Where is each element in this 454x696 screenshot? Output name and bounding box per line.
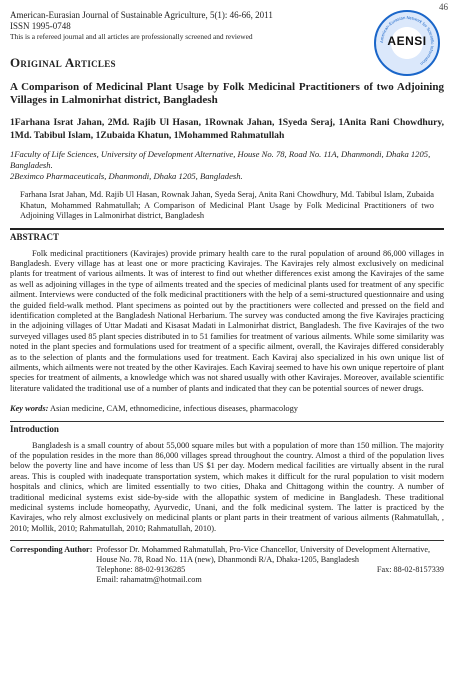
citation-block: Farhana Israt Jahan, Md. Rajib Ul Hasan, Rownak Jahan, Syeda Seraj, Anita Rani Chowdhury, Md. Tabibul Islam, Zubaida Khatun, Mohammed Rahmatullah; A Comparison of Medicinal Plant Usage by Folk Medicinal Practitioners of two Adjoining Villages in Lalmonirhat district, Bangladesh (20, 190, 434, 220)
fax: Fax: 88-02-8157339 (376, 565, 444, 575)
abstract-text: Folk medicinal practitioners (Kavirajes) provide primary health care to the rural population of around 86,000 villages in Bangladesh. Every village has at least one or more practicing Kavirajes. The Kavirajes rely almost exclusively on medicinal plants for treatment of various ailments. It was of interest to find out whether differences exist among the Kavirajes of the same as well as adjoining villages in the type of ailments treated and the species of medicinal plants used for treatment of any specific ailment. Interviews were conducted of the folk medicinal practitioners with the help of a semi-structured questionnaire and using the guided field-walk method. Plant specimens as pointed out by the practitioners were collected and pressed on the field and identification completed at the Bangladesh National Herbarium. The survey was conducted among the five Kavirajes practicing in the adjoining villages of Uttar Madati and Kisasat Madati in Lalmonirhat district, Bangladesh. The five Kavirajes of the two surveyed villages used 85 plant species distributed in to 51 families for treatment of various ailments. While some similarity was noted in the plant species and formulations used for treatment of a specific ailment, overall, the Kavirajes differed considerably as to the selection of plants and the formulations used for treatment. Each Kaviraj also specialized in his own unique list of ailments, which ailments were not treated by the other Kavirajes. Each Kaviraj seemed to have his own unique repertoire of plant species for treatment of ailments, a knowledge which was not shared usually with other Kavirajes. Moreover, available scientific literature validated the traditional use of a number of plants and indicated that they can be potential sources of newer drugs. (10, 248, 444, 393)
affiliation-2: 2Beximco Pharmaceuticals, Dhanmondi, Dhaka 1205, Bangladesh. (10, 171, 243, 181)
logo-text: AENSI (387, 34, 427, 48)
section-kind: Original Articles (10, 55, 116, 70)
journal-citation: American-Eurasian Journal of Sustainable Agriculture, 5(1): 46-66, 2011 (10, 10, 273, 20)
keywords-text: Asian medicine, CAM, ethnomedicine, infectious diseases, pharmacology (50, 404, 298, 414)
affiliations (10, 149, 444, 182)
author-list: 1Farhana Israt Jahan, 2Md. Rajib Ul Hasan, 1Rownak Jahan, 1Syeda Seraj, 1Anita Rani Chowdhury, 1Md. Tabibul Islam, 1Zubaida Khatun, 1Mohammed Rahmatullah (10, 117, 444, 141)
email-link[interactable]: Email: rahamatm@hotmail.com (96, 575, 202, 585)
aensi-logo (374, 10, 440, 76)
abstract-heading: ABSTRACT (10, 231, 60, 242)
issn: ISSN 1995-0748 (10, 21, 71, 31)
telephone: Telephone: 88-02-9136285 (96, 565, 186, 575)
corresponding-author (10, 545, 444, 585)
logo-ring-label: American-Eurasian Network for Scientific Information (378, 14, 436, 67)
article-title: A Comparison of Medicinal Plant Usage by Folk Medicinal Practitioners of two Adjoining Villages in Lalmonirhat district, Bangladesh (10, 81, 444, 106)
divider (10, 228, 444, 230)
introduction-heading: Introduction (10, 423, 59, 434)
divider (10, 421, 444, 422)
introduction-text: Bangladesh is a small country of about 55,000 square miles but with a population of more than 150 million. The majority of the population resides in the more than 86,000 villages spread throughout the country. Almost a third of the population lives below the poverty line and have income of less than US $1 per day. Modern medical facilities are virtually absent in the rural areas. This is coupled with inadequate transportation system, which makes it difficult for the rural population to visit modern hospitals and clinics, which are limited essentially to two cities, Dhaka and Chittagong within the country. A number of traditional medicinal systems exist side-by-side with the allopathic system of medicine in Bangladesh. These traditional medicinal systems include homeopathy, Ayurvedic, Unani, and the folk medicinal system. The latter is practiced by the Kavirajes, who rely almost exclusively on medicinal plants or plant parts in their treatment of various ailments (Rahmatullah, , 2010; Mollik, 2010; Rahmatullah, 2010; Rahmatullah, 2010). (10, 440, 444, 533)
refereed-note: This is a refereed journal and all articles are professionally screened and reviewed (10, 32, 253, 41)
keywords (10, 404, 444, 414)
keywords-label: Key words: (10, 404, 49, 414)
affiliation-1: 1Faculty of Life Sciences, University of Development Alternative, House No. 78, Road No. 11A, Dhanmondi, Dhaka 1205, Bangladesh. (10, 149, 431, 170)
corresponding-label: Corresponding Author: (10, 545, 93, 555)
page-number: 46 (439, 2, 448, 12)
divider (10, 540, 444, 541)
journal-header (10, 10, 340, 41)
corresponding-address: Professor Dr. Mohammed Rahmatullah, Pro-Vice Chancellor, University of Development Alternative, House No. 78, Road No. 11A (new), Dhanmondi R/A, Dhaka-1205, Bangladesh (96, 545, 431, 565)
